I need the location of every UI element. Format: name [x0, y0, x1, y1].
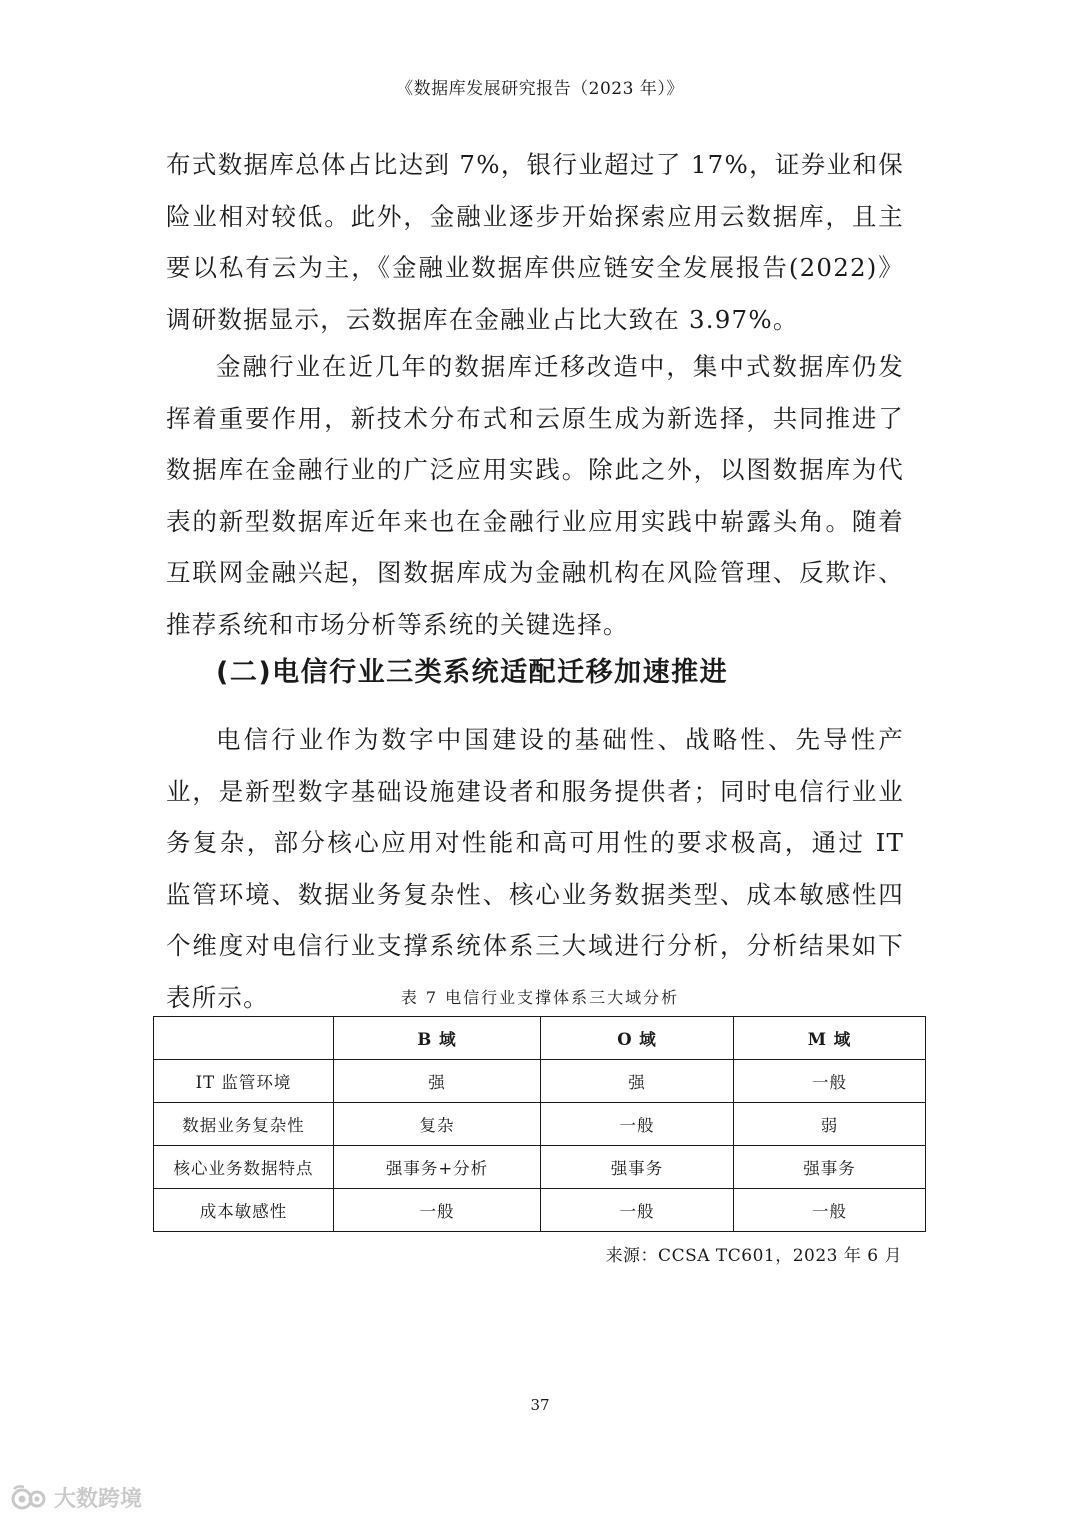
- table-cell: 强事务: [541, 1146, 734, 1189]
- table-cell: 复杂: [334, 1103, 541, 1146]
- section-heading: (二)电信行业三类系统适配迁移加速推进: [216, 657, 729, 688]
- table-header-cell: [154, 1017, 334, 1060]
- page-number: 37: [530, 1396, 550, 1414]
- table-row-label: 成本敏感性: [154, 1189, 334, 1232]
- table-row-label: 核心业务数据特点: [154, 1146, 334, 1189]
- table-row: [154, 1189, 926, 1232]
- running-header: 《数据库发展研究报告（2023 年）》: [396, 79, 684, 99]
- analysis-table: [153, 1016, 926, 1232]
- table-header-cell: O 域: [541, 1017, 734, 1060]
- table-cell: 强事务+分析: [334, 1146, 541, 1189]
- table-row: [154, 1103, 926, 1146]
- weibo-eye-logo-icon: [10, 1484, 50, 1512]
- table-cell: 一般: [334, 1189, 541, 1232]
- table-header-cell: B 域: [334, 1017, 541, 1060]
- watermark-text: 大数跨境: [54, 1487, 143, 1512]
- table-cell: 一般: [541, 1189, 734, 1232]
- table-cell: 强: [541, 1060, 734, 1103]
- table-cell: 弱: [734, 1103, 926, 1146]
- paragraph-2: 金融行业在近几年的数据库迁移改造中，集中式数据库仍发挥着重要作用，新技术分布式和云原生成为新选择，共同推进了数据库在金融行业的广泛应用实践。除此之外，以图数据库为代表的新型数据库近年来也在金融行业应用实践中崭露头角。随着互联网金融兴起，图数据库成为金融机构在风险管理、反欺诈、推荐系统和市场分析等系统的关键选择。: [166, 352, 904, 639]
- table-row: [154, 1146, 926, 1189]
- paragraph-3: 电信行业作为数字中国建设的基础性、战略性、先导性产业，是新型数字基础设施建设者和服务提供者；同时电信行业业务复杂，部分核心应用对性能和高可用性的要求极高，通过 IT 监管环境、数据业务复杂性、核心业务数据类型、成本敏感性四个维度对电信行业支撑系统体系三大域进行分析，分析结果如下表所示。: [166, 725, 904, 1012]
- watermark: [10, 1482, 142, 1513]
- table-row-label: IT 监管环境: [154, 1060, 334, 1103]
- table-cell: 强事务: [734, 1146, 926, 1189]
- table-header-cell: M 域: [734, 1017, 926, 1060]
- table-row: [154, 1060, 926, 1103]
- table-cell: 强: [334, 1060, 541, 1103]
- table-caption: 表 7 电信行业支撑体系三大域分析: [400, 988, 680, 1007]
- table-header-row: [154, 1017, 926, 1060]
- table-cell: 一般: [734, 1060, 926, 1103]
- paragraph-1: 布式数据库总体占比达到 7%，银行业超过了 17%，证券业和保险业相对较低。此外，金融业逐步开始探索应用云数据库，且主要以私有云为主，《金融业数据库供应链安全发展报告(2022)》调研数据显示，云数据库在金融业占比大致在 3.97%。: [166, 150, 904, 334]
- table-cell: 一般: [734, 1189, 926, 1232]
- table-cell: 一般: [541, 1103, 734, 1146]
- table-row-label: 数据业务复杂性: [154, 1103, 334, 1146]
- table-source-note: 来源：CCSA TC601，2023 年 6 月: [605, 1246, 902, 1266]
